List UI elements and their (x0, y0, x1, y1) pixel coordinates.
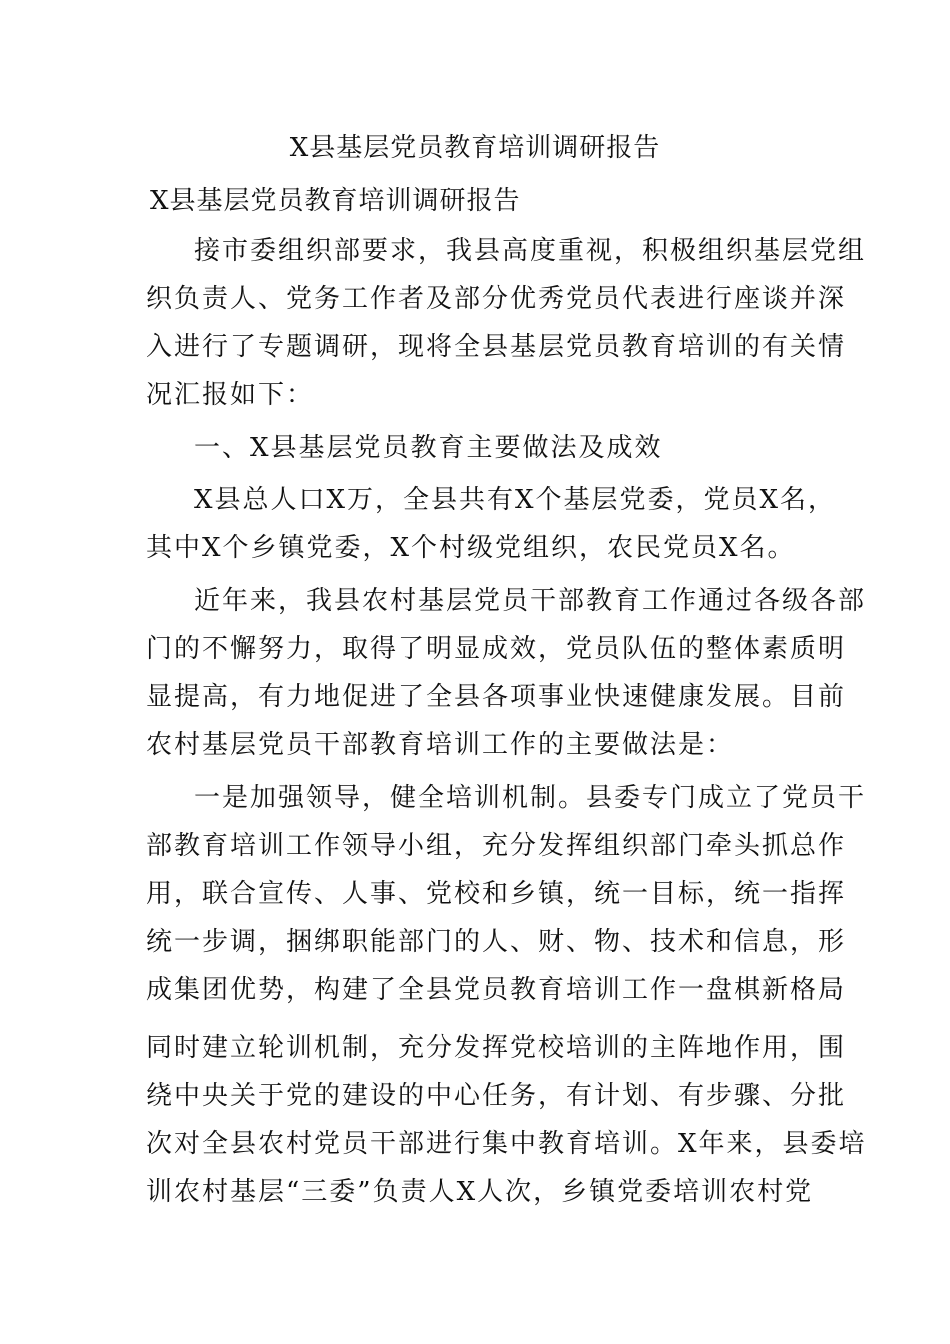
paragraph-line: 统一步调，捆绑职能部门的人、财、物、技术和信息，形 (146, 927, 847, 957)
paragraph-line: 部教育培训工作领导小组，充分发挥组织部门牵头抓总作 (146, 831, 847, 861)
section-heading: 一、X县基层党员教育主要做法及成效 (194, 433, 663, 463)
paragraph-line: 接市委组织部要求，我县高度重视，积极组织基层党组 (194, 236, 867, 266)
paragraph-line: 其中X个乡镇党委，X个村级党组织，农民党员X名。 (146, 533, 796, 563)
paragraph-line: 同时建立轮训机制，充分发挥党校培训的主阵地作用，围 (146, 1033, 847, 1063)
paragraph-line: 绕中央关于党的建设的中心任务，有计划、有步骤、分批 (146, 1081, 847, 1111)
paragraph-line: 近年来，我县农村基层党员干部教育工作通过各级各部 (194, 586, 867, 616)
paragraph-line: X县总人口X万，全县共有X个基层党委，党员X名， (194, 485, 837, 515)
paragraph-line: 一是加强领导，健全培训机制。县委专门成立了党员干 (194, 783, 867, 813)
document-subtitle: X县基层党员教育培训调研报告 (150, 186, 521, 216)
paragraph-line: 用，联合宣传、人事、党校和乡镇，统一目标，统一指挥 (146, 879, 847, 909)
paragraph-line: 农村基层党员干部教育培训工作的主要做法是： (146, 730, 735, 760)
paragraph-line: 况汇报如下： (146, 380, 315, 410)
paragraph-line: 织负责人、党务工作者及部分优秀党员代表进行座谈并深 (146, 284, 847, 314)
document-title: X县基层党员教育培训调研报告 (289, 133, 661, 163)
paragraph-line: 训农村基层“三委”负责人X人次，乡镇党委培训农村党 (146, 1177, 814, 1207)
paragraph-line: 入进行了专题调研，现将全县基层党员教育培训的有关情 (146, 332, 847, 362)
paragraph-line: 门的不懈努力，取得了明显成效，党员队伍的整体素质明 (146, 634, 847, 664)
paragraph-line: 次对全县农村党员干部进行集中教育培训。X年来，县委培 (146, 1129, 867, 1159)
paragraph-line: 成集团优势，构建了全县党员教育培训工作一盘棋新格局 (146, 975, 847, 1005)
paragraph-line: 显提高，有力地促进了全县各项事业快速健康发展。目前 (146, 682, 847, 712)
